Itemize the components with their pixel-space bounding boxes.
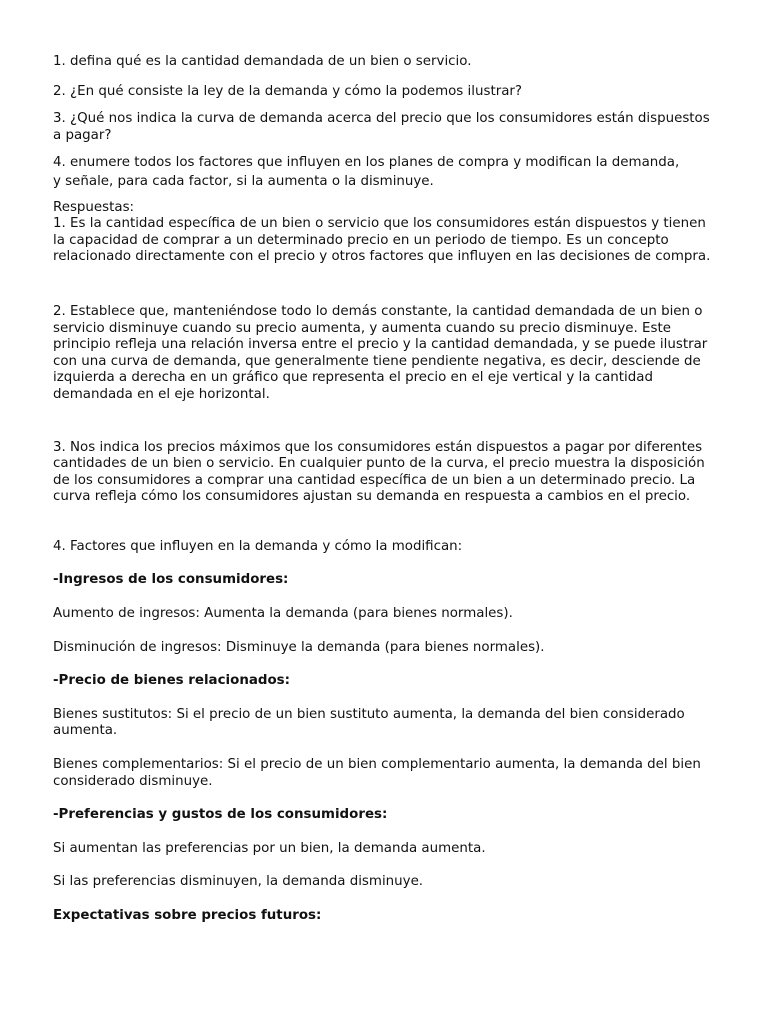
document-page xyxy=(53,54,717,942)
factor-related-heading: -Precio de bienes relacionados: xyxy=(53,673,290,689)
factor-preferences-down: Si las preferencias disminuyen, la demanda disminuye. xyxy=(53,874,424,890)
question-2: 2. ¿En qué consiste la ley de la demanda y cómo la podemos ilustrar? xyxy=(53,83,523,99)
question-4 xyxy=(53,155,717,190)
answer-2: 2. Establece que, manteniéndose todo lo demás constante, la cantidad demandada de un bien o servicio disminuye cuando su precio aumenta, y aumenta cuando su precio disminuye. Este principio refleja una relación inversa entre el precio y la cantidad demandada, y se puede ilustrar con una curva de demanda, que generalmente tiene pendiente negativa, es decir, desciende de izquierda a derecha en un gráfico que representa el precio en el eje vertical y la cantidad demandada en el eje horizontal. xyxy=(53,303,708,402)
factor-income-heading: -Ingresos de los consumidores: xyxy=(53,572,289,588)
answer-4-intro: 4. Factores que influyen en la demanda y cómo la modifican: xyxy=(53,538,463,554)
factor-complements: Bienes complementarios: Si el precio de un bien complementario aumenta, la demanda del bien considerado disminuye. xyxy=(53,757,701,789)
factor-preferences-heading: -Preferencias y gustos de los consumidores: xyxy=(53,807,388,823)
factor-income-up: Aumento de ingresos: Aumenta la demanda (para bienes normales). xyxy=(53,606,513,622)
factor-expectations-heading: Expectativas sobre precios futuros: xyxy=(53,908,322,923)
question-1: 1. defina qué es la cantidad demandada de un bien o servicio. xyxy=(53,54,472,69)
answer-3: 3. Nos indica los precios máximos que los consumidores están dispuestos a pagar por diferentes cantidades de un bien o servicio. En cualquier punto de la curva, el precio muestra la disposición de los consumidores a comprar una cantidad específica de un bien a un determinado precio. La curva refleja cómo los consumidores ajustan su demanda en respuesta a cambios en el precio. xyxy=(53,439,705,505)
factor-income-down: Disminución de ingresos: Disminuye la demanda (para bienes normales). xyxy=(53,639,545,655)
question-4-line-1: 4. enumere todos los factores que influyen en los planes de compra y modifican la demanda, xyxy=(53,155,680,171)
factor-substitutes: Bienes sustitutos: Si el precio de un bien sustituto aumenta, la demanda del bien considerado aumenta. xyxy=(53,706,685,739)
question-4-line-2: y señale, para cada factor, si la aumenta o la disminuye. xyxy=(53,173,434,189)
factor-preferences-up: Si aumentan las preferencias por un bien, la demanda aumenta. xyxy=(53,840,486,856)
answers-heading: Respuestas: xyxy=(53,199,135,215)
question-3: 3. ¿Qué nos indica la curva de demanda acerca del precio que los consumidores están dispuestos a pagar? xyxy=(53,111,710,143)
answer-1: 1. Es la cantidad específica de un bien o servicio que los consumidores están dispuestos y tienen la capacidad de comprar a un determinado precio en un periodo de tiempo. Es un concepto relacionado directamente con el precio y otros factores que influyen en las decisiones de compra. xyxy=(53,216,711,265)
